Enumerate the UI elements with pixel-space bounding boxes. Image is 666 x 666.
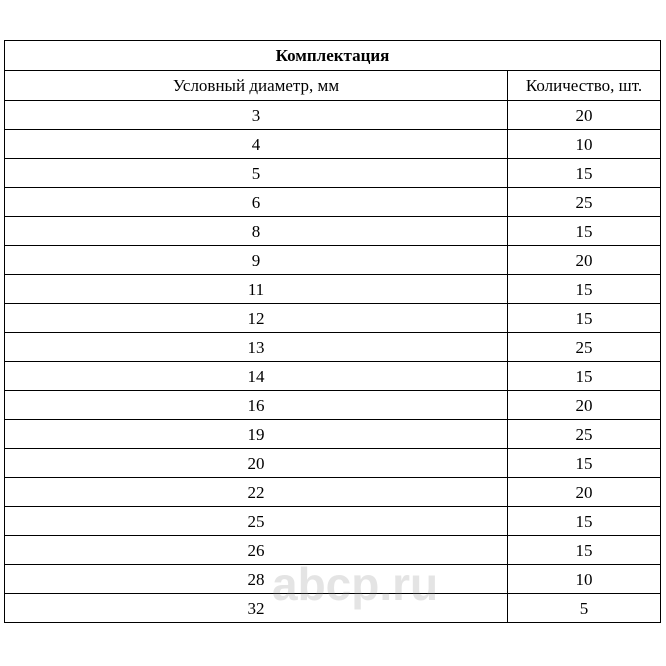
cell-diameter: 32 (5, 594, 508, 623)
table-row (5, 420, 661, 449)
header-quantity: Количество, шт. (508, 71, 661, 101)
table-row (5, 536, 661, 565)
table-row (5, 188, 661, 217)
cell-quantity: 15 (508, 304, 661, 333)
table-row (5, 391, 661, 420)
cell-quantity: 15 (508, 159, 661, 188)
cell-quantity: 25 (508, 188, 661, 217)
table-row (5, 333, 661, 362)
cell-diameter: 5 (5, 159, 508, 188)
table-row (5, 217, 661, 246)
cell-diameter: 22 (5, 478, 508, 507)
table-row (5, 275, 661, 304)
cell-diameter: 16 (5, 391, 508, 420)
cell-quantity: 25 (508, 333, 661, 362)
table-row (5, 449, 661, 478)
cell-quantity: 15 (508, 507, 661, 536)
cell-quantity: 25 (508, 420, 661, 449)
table-row (5, 594, 661, 623)
cell-quantity: 20 (508, 246, 661, 275)
cell-diameter: 4 (5, 130, 508, 159)
cell-diameter: 20 (5, 449, 508, 478)
table-row (5, 565, 661, 594)
cell-quantity: 15 (508, 536, 661, 565)
cell-diameter: 11 (5, 275, 508, 304)
cell-quantity: 20 (508, 101, 661, 130)
cell-diameter: 13 (5, 333, 508, 362)
cell-quantity: 15 (508, 362, 661, 391)
cell-quantity: 10 (508, 565, 661, 594)
cell-diameter: 14 (5, 362, 508, 391)
table-row (5, 362, 661, 391)
cell-diameter: 12 (5, 304, 508, 333)
cell-quantity: 20 (508, 478, 661, 507)
cell-diameter: 8 (5, 217, 508, 246)
cell-diameter: 3 (5, 101, 508, 130)
cell-quantity: 15 (508, 449, 661, 478)
header-diameter: Условный диаметр, мм (5, 71, 508, 101)
table-header-row (5, 71, 661, 101)
kit-table (4, 40, 661, 623)
cell-quantity: 5 (508, 594, 661, 623)
cell-diameter: 28 (5, 565, 508, 594)
table-row (5, 159, 661, 188)
table-row (5, 130, 661, 159)
table-row (5, 304, 661, 333)
watermark-text: abcp.ru (272, 560, 439, 610)
cell-diameter: 26 (5, 536, 508, 565)
table-title-row (5, 41, 661, 71)
cell-diameter: 19 (5, 420, 508, 449)
cell-diameter: 9 (5, 246, 508, 275)
table-row (5, 478, 661, 507)
cell-quantity: 10 (508, 130, 661, 159)
table-row (5, 246, 661, 275)
cell-quantity: 15 (508, 217, 661, 246)
table-row (5, 507, 661, 536)
kit-sheet (4, 40, 660, 623)
table-title: Комплектация (5, 41, 661, 71)
cell-diameter: 6 (5, 188, 508, 217)
cell-diameter: 25 (5, 507, 508, 536)
cell-quantity: 20 (508, 391, 661, 420)
table-row (5, 101, 661, 130)
cell-quantity: 15 (508, 275, 661, 304)
